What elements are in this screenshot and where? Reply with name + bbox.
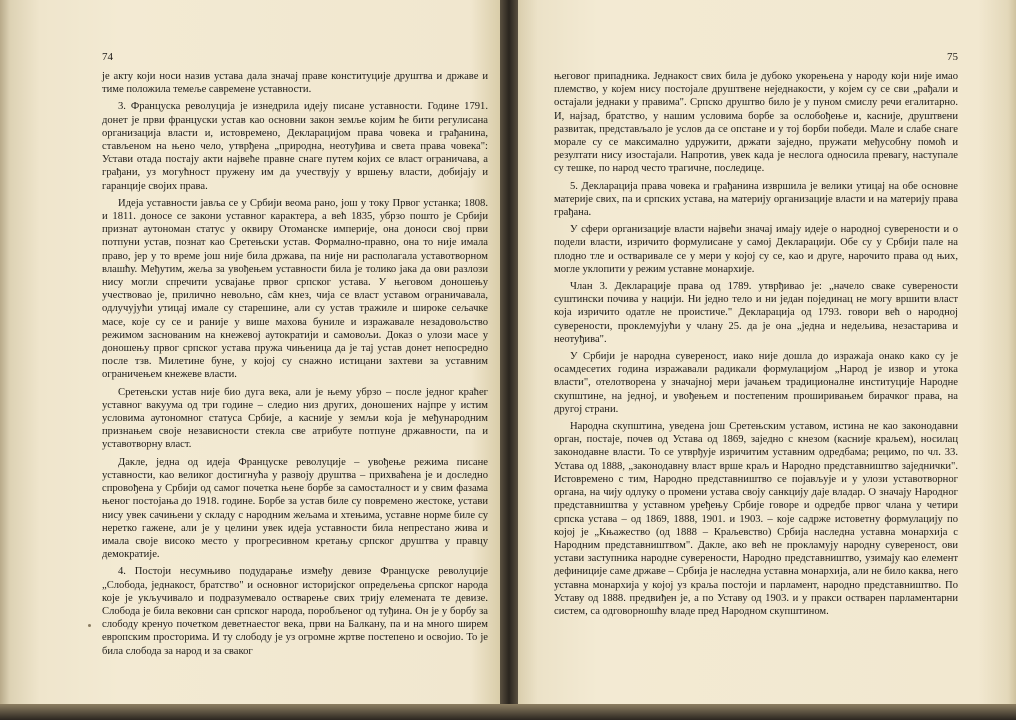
left-page-text — [102, 70, 488, 658]
right-page — [508, 0, 1016, 706]
paragraph: Члан 3. Декларације права од 1789. утврђивао је: „начело сваке суверености суштински почива у нацији. Ни једно тело и ни један појединац не могу вршити власт која изричито одатле не проистиче." Декларација од 1793. говори већ о народној суверености, проклемујући у члану 25. да је она „једна и недељива, незастарива и неотуђива". — [554, 281, 958, 345]
paragraph: Идеја уставности јавља се у Србији веома рано, још у току Првог устанка; 1808. и 1811. доносе се закони уставног карактера, а већ 1835, убрзо пошто је Србији признат аутономан статус у оквиру Отоманске империје, она доноси свој први потпуни устав, познат као Сретењски устав. Формално-правно, она то није имала право, јер у то време још није била држава, па није ни располагала уставотворном влашћу. Међутим, жеља за увођењем уставности била је толико јака да ови разлози нису могли спречити усвајање првог српског устава. У његовом доношењу учествовао је, прилично невољно, сâм кнез, чија се власт уставом ограничавала, одлучујући утицај имале су старешине, али су устав тражиле и широке сељачке масе, које су се и раније у више махова буниле и изражавале незадовољство режимом заснованим на кнежевој аутократији и самовољи. Доказ о улози масе у доношењу првог српског устава пружа чињеница да је тај устав донет непосредно после тзв. Милетине буне, у којој су снажно истицани захтеви за уставним ограничењем кнежеве власти. — [102, 197, 488, 381]
paragraph: Дакле, једна од идеја Француске револуције – увођење режима писане уставности, као великог достигнућа у развоју друштва – прихваћена је и доследно спровођена у Србији од самог почетка њене борбе за самосталност и у свим фазама њеног постојања до 1918. године. Борбе за устав биле су повремено жестоке, устави нису увек сачињени у складу с народним жељама и хтењима, уставне норме биле су неретко гажене, али је у целини увек идеја уставности била непрестано жива и имала своје високо место у прогресивном кретању српског друштва у правцу демократије. — [102, 456, 488, 561]
left-page — [0, 0, 508, 706]
paragraph: У Србији је народна сувереност, иако није дошла до изражаја онако како су је осамдесетих година изражавали радикали формулацијом „Народ је извор и утока власти", отелотворена у значајној мери јачањем традиционалне институције Народне скупштине, на једној, и увођењем и постепеним проширивањем бирачког права, на другој страни. — [554, 351, 958, 415]
book-gutter — [500, 0, 518, 712]
paper-spot — [88, 624, 91, 627]
paragraph: У сфери организације власти највећи значај имају идеје о народној суверености и о подели власти, изричито формулисане у самој Декларацији. Обе су у Србији пале на плодно тле и остваривале се у мери у којој су се, као и друге, нарочито права од њих, могле уклопити у режим уставне монархије. — [554, 224, 958, 275]
paragraph: је акту који носи назив устава дала значај праве конституције друштва и државе и тиме положила темеље савремене уставности. — [102, 71, 488, 96]
page-number-left: 74 — [102, 51, 113, 63]
paragraph: његовог припадника. Једнакост свих била је дубоко укорењена у народу који није имао племство, у којем нису постојале друштвене неједнакости, у којем су се сви „рађали и остајали једнаки у правима". Српско друштво било је у пуном смислу речи егалитарно. И, најзад, братство, у нашим условима борбе за ослобођење и, касније, друштвени развитак, представљало је услов да се опстане и у тој борби победи. Мале и слабе снаге морале су се максимално удружити, држати заједно, пружати међусобну помоћ и резултати нису изостајали. Напротив, увек када је неслога односила превагу, наступале су тешке, по народ често трагичне, последице. — [554, 71, 958, 175]
paragraph: Народна скупштина, уведена још Сретењским уставом, истина не као законодавни орган, постаје, почев од Устава од 1869, заједно с кнезом (касније краљем), носилац законодавне власти. То се утврђује изричитим уставним одредбама; рецимо, по чл. 33. Устава од 1888, „законодавну власт врше краљ и Народно представништво заједнички". Истовремено с тим, Народно представништво се појављује и у улози уставотворног органа, на чију одлуку о промени устава своју санкцију даје владар. О значају Народног представништва у уставном уређењу Србије говоре и одредбе првог члана у четири српска устава – од 1869, 1888, 1901. и 1903. – које садрже истоветну формулацију по којој је „Књажество (од 1888 – Краљевство) Србија наследна уставна монархија с Народним представништвом". Дакле, ако већ не прокламују народну сувереност, ови устави заступника народне суверености, Народно представништво, узимају као елемент дефиниције саме државе – Србија је наследна уставна монархија, али не било каква, него уставна монархија у којој уз краља постоји и парламент, народно представништво. По Уставу од 1888. предвиђен је, а по Уставу од 1903. и у пракси остварен парламентарни систем, са одговорношћу владе пред Народном скупштином. — [554, 421, 958, 617]
paragraph: Сретењски устав није био дуга века, али је њему убрзо – после једног краћег уставног вакуума од три године – следио низ других, доношених најпре у истим условима аутономног статуса Србије, а касније у земљи која је међународним признањем своје независности стекла све атрибуте потпуне државности, па и уставотворну власт. — [102, 386, 488, 451]
right-page-text — [554, 70, 958, 618]
paragraph: 4. Постоји несумњиво подударање између девизе Француске револуције „Слобода, једнакост, братство" и основног историјског опредељења српског народа које је укључивало и подразумевало остварење свих трију елемената те девизе. Слобода је била вековни сан српског народа, поробљеног од туђина. Он је у борбу за слободу кренуо почетком деветнаестог века, први на Балкану, па и на много ширем европским просторима. И ту слободу је уз огромне жртве постепено и освојио. То је била слобода за народ и за сваког — [102, 566, 488, 657]
page-number-right: 75 — [947, 51, 958, 63]
paragraph: 3. Француска револуција је изнедрила идеју писане уставности. Године 1791. донет је први француски устав као основни закон земље којим ће бити регулисана организација власти и, истовремено, Декларацијом права човека и грађанина, стављеном на њено чело, утврђена „природна, неотуђива и света права човека": Устави отада постају акти највеће правне снаге путем којих се власт ограничава, а грађани, уз могућност пружену им да учествују у вршењу власти, добијају и гаранције својих права. — [102, 101, 488, 192]
page-edge — [0, 704, 1016, 720]
paragraph: 5. Декларација права човека и грађанина извршила је велики утицај на обе основне материје свих, па и српских устава, на материју организације власти и на материју права грађана. — [554, 180, 958, 219]
